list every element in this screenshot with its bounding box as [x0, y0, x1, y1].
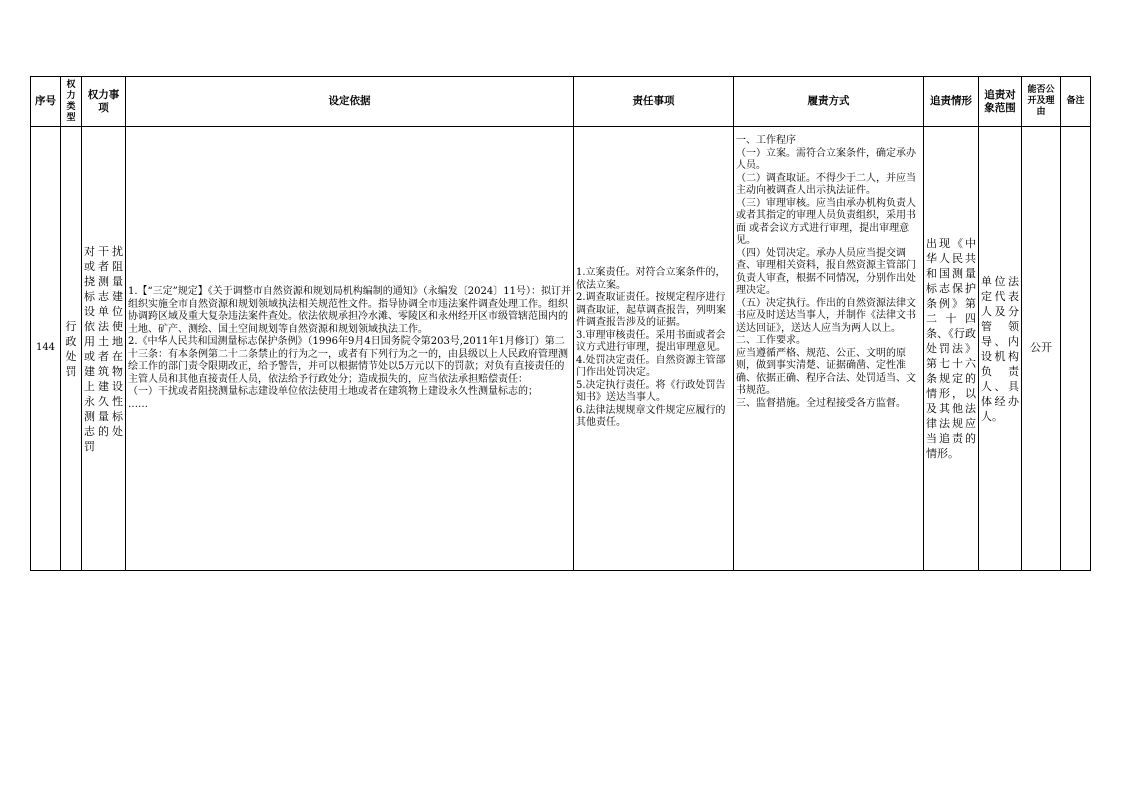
cell-public: 公开: [1022, 127, 1061, 571]
header-scope: 追责对象范围: [979, 77, 1022, 127]
cell-item: 对干扰或者阻挠测量标志建设单位依法使用土地或者在建筑物上建设永久性测量标志的处罚: [82, 127, 126, 571]
header-method: 履责方式: [734, 77, 924, 127]
cell-responsibility: 1.立案责任。对符合立案条件的，依法立案。 2.调查取证责任。按规定程序进行调查取证，起草调查报告，列明案件调查报告涉及的证据。 3.审理审核责任。采用书面或者会议方式进行审理，提出审理意见。 4.处罚决定责任。自然资源主管部门作出处罚决定。 5.决定执行责任。将《行政处罚告知书》送达当事人。 6.法律法规规章文件规定应履行的其他责任。: [574, 127, 734, 571]
cell-cases: 出现《中华人民共和国测量标志保护条例》第二十四条、《行政处罚法》第七十六条规定的情形，以及其他法律法规应当追责的情形。: [924, 127, 979, 571]
header-item: 权力事项: [82, 77, 126, 127]
header-type: 权力类型: [61, 77, 82, 127]
cell-type: 行政处罚: [61, 127, 82, 571]
cell-method: 一、工作程序 （一）立案。需符合立案条件，确定承办人员。 （二）调查取证。不得少于二人，并应当主动向被调查人出示执法证件。 （三）审理审核。应当由承办机构负责人或者其指定的审理人员负责组织，采用书面 或者会议方式进行审理，提出审理意见。 （四）处罚决定。承办人员应当提交调查、审理相关资料，报自然资源主管部门负责人审查，根据不同情况，分别作出处理决定。 （五）决定执行。作出的自然资源法律文书应及时送达当事人，并制作《法律文书送达回证》，送达人应当为两人以上。 二、工作要求。 应当遵循严格、规范、公正、文明的原则，做到事实清楚、证据确凿、定性准确、依据正确、程序合法、处罚适当、文书规范。 三、监督措施。全过程接受各方监督。: [734, 127, 924, 571]
header-responsibility: 责任事项: [574, 77, 734, 127]
header-public: 能否公开及理由: [1022, 77, 1061, 127]
cell-basis: 1.【“三定”规定】《关于调整市自然资源和规划局机构编制的通知》（永编发〔2024〕11号）：拟订并组织实施全市自然资源和规划领域执法相关规范性文件。指导协调全市违法案件调查处理工作。组织协调跨区域及重大复杂违法案件查处。依法依规承担冷水滩、零陵区和永州经开区市级管辖范围内的土地、矿产、测绘、国土空间规划等自然资源和规划领域执法工作。 2.《中华人民共和国测量标志保护条例》（1996年9月4日国务院令第203号,2011年1月修订）第二十三条：有本条例第二十二条禁止的行为之一，或者有下列行为之一的，由县级以上人民政府管理测绘工作的部门责令限期改正，给予警告，并可以根据情节处以5万元以下的罚款；对负有直接责任的主管人员和其他直接责任人员，依法给予行政处分；造成损失的，应当依法承担赔偿责任： （一）干扰或者阻挠测量标志建设单位依法使用土地或者在建筑物上建设永久性测量标志的； ……: [126, 127, 574, 571]
cell-seq: 144: [31, 127, 61, 571]
header-seq: 序号: [31, 77, 61, 127]
header-basis: 设定依据: [126, 77, 574, 127]
cell-scope: 单位法定代表人及分管领导、内设机构负责人、具体经办人。: [979, 127, 1022, 571]
header-row: [31, 77, 1091, 127]
power-list-table: [30, 76, 1091, 571]
cell-notes: [1061, 127, 1091, 571]
table-row: [31, 127, 1091, 571]
header-cases: 追责情形: [924, 77, 979, 127]
header-notes: 备注: [1061, 77, 1091, 127]
